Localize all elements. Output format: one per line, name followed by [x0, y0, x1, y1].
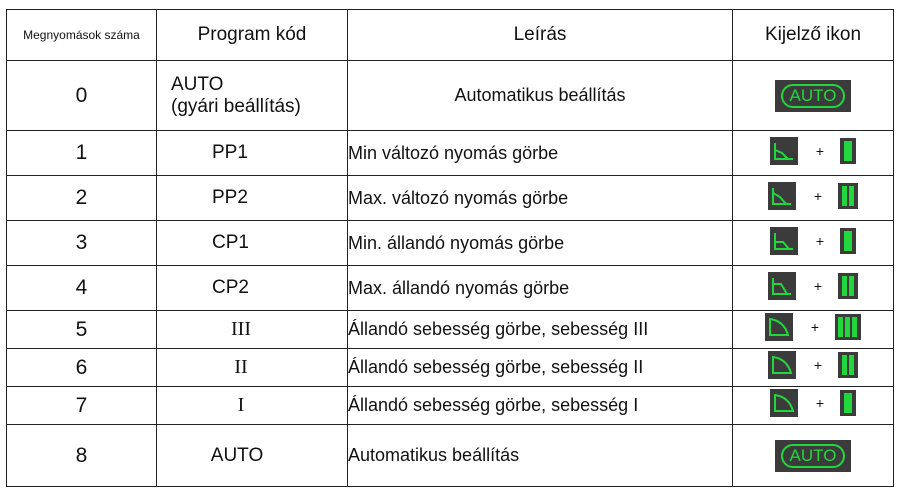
press-count: 8: [7, 425, 157, 487]
press-count: 7: [7, 387, 157, 425]
display-icon-cell: [733, 311, 894, 349]
constant-curve-icon: [770, 227, 798, 255]
bar-level-2-icon: [838, 273, 858, 299]
display-icon-cell: [733, 61, 894, 131]
description: Állandó sebesség görbe, sebesség II: [348, 349, 733, 387]
bar-level-1-icon: [840, 228, 856, 254]
program-code: [157, 61, 348, 131]
bar-level-2-icon: [838, 352, 858, 378]
proportional-curve-icon: [768, 182, 796, 210]
auto-badge-icon: [775, 80, 852, 112]
program-code-line1: AUTO: [171, 73, 224, 95]
program-code: AUTO: [157, 425, 348, 487]
description: Automatikus beállítás: [348, 61, 733, 131]
press-count: 4: [7, 266, 157, 311]
display-icon-cell: [733, 221, 894, 266]
program-code: II: [157, 349, 348, 387]
program-code: PP1: [157, 131, 348, 176]
header-display-icon: Kijelző ikon: [733, 10, 894, 61]
program-code: CP2: [157, 266, 348, 311]
plus-sign: +: [813, 277, 823, 294]
display-icon-cell: [733, 387, 894, 425]
program-code: III: [157, 311, 348, 349]
table-row: [7, 131, 894, 176]
press-count: 3: [7, 221, 157, 266]
press-count: 6: [7, 349, 157, 387]
table-row: [7, 176, 894, 221]
bar-level-3-icon: [835, 314, 861, 340]
description: Max. állandó nyomás görbe: [348, 266, 733, 311]
table-row: [7, 349, 894, 387]
plus-sign: +: [813, 187, 823, 204]
plus-sign: +: [815, 232, 825, 249]
header-row: [7, 10, 894, 61]
plus-sign: +: [810, 319, 820, 335]
press-count: 1: [7, 131, 157, 176]
display-icon-cell: [733, 425, 894, 487]
description: Automatikus beállítás: [348, 425, 733, 487]
description: Max. változó nyomás görbe: [348, 176, 733, 221]
auto-badge-label: AUTO: [781, 444, 846, 468]
program-table: [6, 9, 894, 487]
display-icon-cell: [733, 131, 894, 176]
header-presses: Megnyomások száma: [7, 10, 157, 61]
table-row: [7, 425, 894, 487]
constant-curve-icon: [768, 272, 796, 300]
table-row: [7, 311, 894, 349]
speed-curve-icon: [768, 351, 796, 379]
plus-sign: +: [813, 357, 823, 373]
press-count: 5: [7, 311, 157, 349]
description: Állandó sebesség görbe, sebesség III: [348, 311, 733, 349]
table-row: [7, 266, 894, 311]
description: Min. állandó nyomás görbe: [348, 221, 733, 266]
proportional-curve-icon: [770, 137, 798, 165]
press-count: 0: [7, 61, 157, 131]
program-code: PP2: [157, 176, 348, 221]
bar-level-1-icon: [840, 138, 856, 164]
bar-level-1-icon: [840, 390, 856, 416]
display-icon-cell: [733, 176, 894, 221]
description: Min változó nyomás görbe: [348, 131, 733, 176]
auto-badge-icon: [775, 440, 852, 472]
bar-level-2-icon: [838, 183, 858, 209]
header-program-code: Program kód: [157, 10, 348, 61]
header-description: Leírás: [348, 10, 733, 61]
auto-badge-label: AUTO: [781, 84, 846, 108]
display-icon-cell: [733, 266, 894, 311]
description: Állandó sebesség görbe, sebesség I: [348, 387, 733, 425]
table-row: [7, 61, 894, 131]
plus-sign: +: [815, 395, 825, 411]
speed-curve-icon: [770, 389, 798, 417]
plus-sign: +: [815, 142, 825, 159]
press-count: 2: [7, 176, 157, 221]
program-code: I: [157, 387, 348, 425]
speed-curve-icon: [765, 313, 793, 341]
program-code-line2: (gyári beállítás): [171, 95, 301, 117]
program-code: CP1: [157, 221, 348, 266]
table-row: [7, 387, 894, 425]
display-icon-cell: [733, 349, 894, 387]
table-row: [7, 221, 894, 266]
